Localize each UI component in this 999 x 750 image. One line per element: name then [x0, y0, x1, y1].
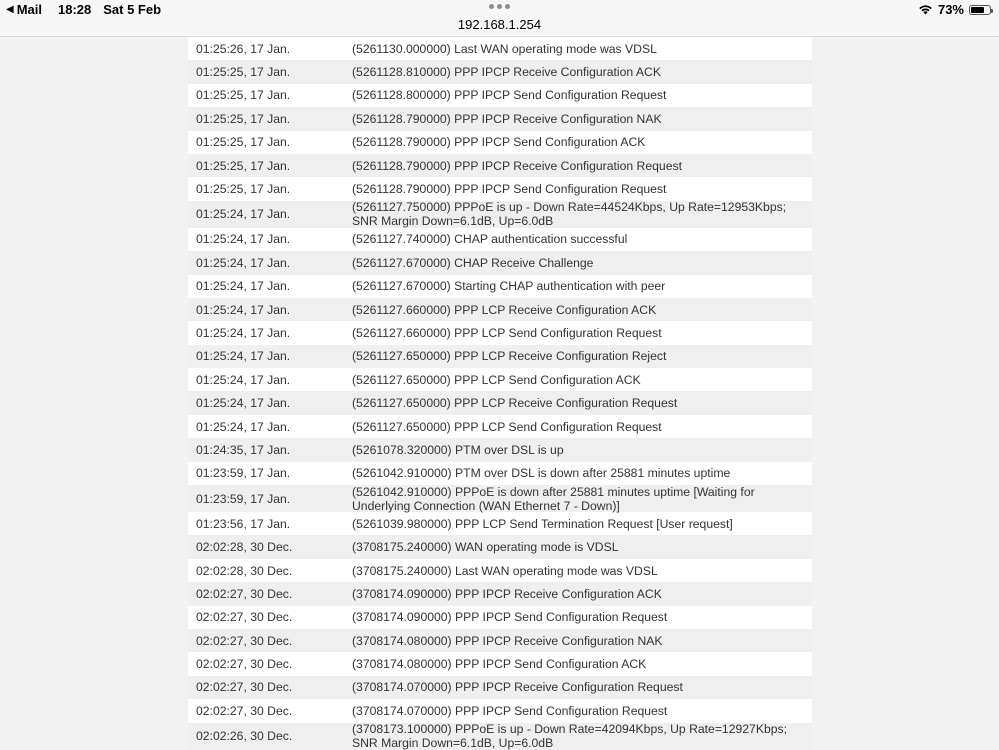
log-row — [188, 201, 812, 228]
log-message: (3708175.240000) WAN operating mode is VDSL — [352, 540, 619, 555]
log-row — [188, 154, 812, 177]
log-row — [188, 298, 812, 321]
log-timestamp: 01:25:24, 17 Jan. — [196, 372, 291, 387]
log-message: (5261127.660000) PPP LCP Send Configuration Request — [352, 325, 662, 340]
log-row — [188, 107, 812, 130]
date: Sat 5 Feb — [103, 2, 162, 17]
log-timestamp: 01:25:26, 17 Jan. — [196, 41, 291, 56]
event-log-table[interactable] — [188, 37, 812, 750]
log-message: (5261078.320000) PTM over DSL is up — [352, 442, 564, 457]
log-message: (5261042.910000) PPPoE is down after 25881 minutes uptime [Waiting for Underlying Connection (WAN Ethernet 7 - Down)] — [352, 484, 755, 513]
log-row — [188, 37, 812, 60]
log-message: (3708174.080000) PPP IPCP Send Configuration ACK — [352, 657, 647, 672]
status-bar-left — [6, 2, 161, 17]
log-row — [188, 606, 812, 629]
clock: 18:28 — [58, 2, 92, 17]
battery-level-fill — [971, 7, 984, 13]
log-timestamp: 02:02:27, 30 Dec. — [196, 703, 293, 718]
log-message: (5261128.790000) PPP IPCP Send Configuration ACK — [352, 135, 646, 150]
log-row — [188, 676, 812, 699]
log-row — [188, 485, 812, 512]
log-timestamp: 01:25:25, 17 Jan. — [196, 182, 291, 197]
log-message: (3708174.090000) PPP IPCP Send Configuration Request — [352, 610, 668, 625]
log-timestamp: 01:25:24, 17 Jan. — [196, 349, 291, 364]
log-row — [188, 699, 812, 722]
log-message: (5261130.000000) Last WAN operating mode was VDSL — [352, 41, 657, 56]
log-message: (5261039.980000) PPP LCP Send Termination Request [User request] — [352, 516, 733, 531]
log-timestamp: 01:25:25, 17 Jan. — [196, 158, 291, 173]
log-timestamp: 01:23:56, 17 Jan. — [196, 516, 291, 531]
battery-percentage: 73% — [937, 2, 964, 17]
log-row — [188, 462, 812, 485]
log-row — [188, 251, 812, 274]
log-message: (3708173.100000) PPPoE is up - Down Rate=42094Kbps, Up Rate=12927Kbps; SNR Margin Down=6.1dB, Up=6.0dB — [352, 722, 787, 750]
log-message: (3708174.070000) PPP IPCP Receive Configuration Request — [352, 680, 683, 695]
status-bar — [0, 0, 999, 37]
log-row — [188, 275, 812, 298]
log-timestamp: 02:02:26, 30 Dec. — [196, 729, 293, 744]
log-message: (3708174.090000) PPP IPCP Receive Configuration ACK — [352, 586, 662, 601]
log-message: (5261127.750000) PPPoE is up - Down Rate=44524Kbps, Up Rate=12953Kbps; SNR Margin Down=6.1dB, Up=6.0dB — [352, 200, 787, 229]
log-row — [188, 652, 812, 675]
log-message: (5261127.650000) PPP LCP Send Configuration Request — [352, 419, 662, 434]
log-row — [188, 321, 812, 344]
log-message: (5261128.790000) PPP IPCP Receive Configuration Request — [352, 158, 682, 173]
log-message: (5261128.790000) PPP IPCP Receive Configuration NAK — [352, 111, 662, 126]
log-timestamp: 01:25:24, 17 Jan. — [196, 325, 291, 340]
log-timestamp: 01:25:25, 17 Jan. — [196, 111, 291, 126]
log-message: (5261127.650000) PPP LCP Receive Configuration Request — [352, 396, 678, 411]
status-bar-right — [918, 2, 991, 17]
log-row — [188, 391, 812, 414]
log-timestamp: 01:23:59, 17 Jan. — [196, 491, 291, 506]
log-message: (5261128.800000) PPP IPCP Send Configuration Request — [352, 88, 667, 103]
log-timestamp: 01:25:24, 17 Jan. — [196, 396, 291, 411]
log-message: (3708174.080000) PPP IPCP Receive Configuration NAK — [352, 633, 663, 648]
log-row — [188, 629, 812, 652]
back-arrow-icon[interactable]: ◀ — [6, 4, 14, 15]
battery-icon — [969, 5, 991, 15]
log-row — [188, 131, 812, 154]
log-message: (5261127.670000) Starting CHAP authentication with peer — [352, 279, 666, 294]
log-timestamp: 01:25:24, 17 Jan. — [196, 207, 291, 222]
log-row — [188, 723, 812, 750]
log-row — [188, 438, 812, 461]
log-row — [188, 582, 812, 605]
log-timestamp: 01:25:24, 17 Jan. — [196, 302, 291, 317]
log-timestamp: 01:25:25, 17 Jan. — [196, 135, 291, 150]
back-to-app-label[interactable]: Mail — [16, 2, 42, 17]
log-row — [188, 415, 812, 438]
log-timestamp: 02:02:27, 30 Dec. — [196, 633, 293, 648]
log-message: (5261127.670000) CHAP Receive Challenge — [352, 255, 594, 270]
address-url[interactable]: 192.168.1.254 — [457, 17, 542, 32]
log-row — [188, 60, 812, 83]
log-timestamp: 02:02:27, 30 Dec. — [196, 680, 293, 695]
log-timestamp: 01:23:59, 17 Jan. — [196, 466, 291, 481]
log-row — [188, 368, 812, 391]
log-timestamp: 01:25:24, 17 Jan. — [196, 232, 291, 247]
log-message: (3708175.240000) Last WAN operating mode was VDSL — [352, 563, 658, 578]
wifi-icon — [918, 4, 933, 15]
log-timestamp: 01:24:35, 17 Jan. — [196, 442, 291, 457]
log-timestamp: 01:25:25, 17 Jan. — [196, 88, 291, 103]
log-timestamp: 02:02:28, 30 Dec. — [196, 563, 293, 578]
log-timestamp: 02:02:27, 30 Dec. — [196, 657, 293, 672]
log-timestamp: 02:02:27, 30 Dec. — [196, 610, 293, 625]
log-row — [188, 345, 812, 368]
log-message: (5261127.650000) PPP LCP Receive Configuration Reject — [352, 349, 667, 364]
log-message: (5261127.740000) CHAP authentication successful — [352, 232, 628, 247]
log-row — [188, 535, 812, 558]
multitasking-dots-icon[interactable] — [489, 4, 510, 9]
log-row — [188, 84, 812, 107]
log-timestamp: 01:25:25, 17 Jan. — [196, 65, 291, 80]
log-row — [188, 177, 812, 200]
log-timestamp: 02:02:28, 30 Dec. — [196, 540, 293, 555]
log-timestamp: 02:02:27, 30 Dec. — [196, 586, 293, 601]
log-message: (5261128.790000) PPP IPCP Send Configuration Request — [352, 182, 667, 197]
log-timestamp: 01:25:24, 17 Jan. — [196, 255, 291, 270]
log-timestamp: 01:25:24, 17 Jan. — [196, 279, 291, 294]
log-message: (3708174.070000) PPP IPCP Send Configuration Request — [352, 703, 668, 718]
log-message: (5261127.650000) PPP LCP Send Configuration ACK — [352, 372, 641, 387]
log-timestamp: 01:25:24, 17 Jan. — [196, 419, 291, 434]
log-row — [188, 559, 812, 582]
log-row — [188, 228, 812, 251]
log-message: (5261128.810000) PPP IPCP Receive Configuration ACK — [352, 65, 661, 80]
log-row — [188, 512, 812, 535]
log-message: (5261127.660000) PPP LCP Receive Configuration ACK — [352, 302, 657, 317]
log-message: (5261042.910000) PTM over DSL is down after 25881 minutes uptime — [352, 466, 731, 481]
